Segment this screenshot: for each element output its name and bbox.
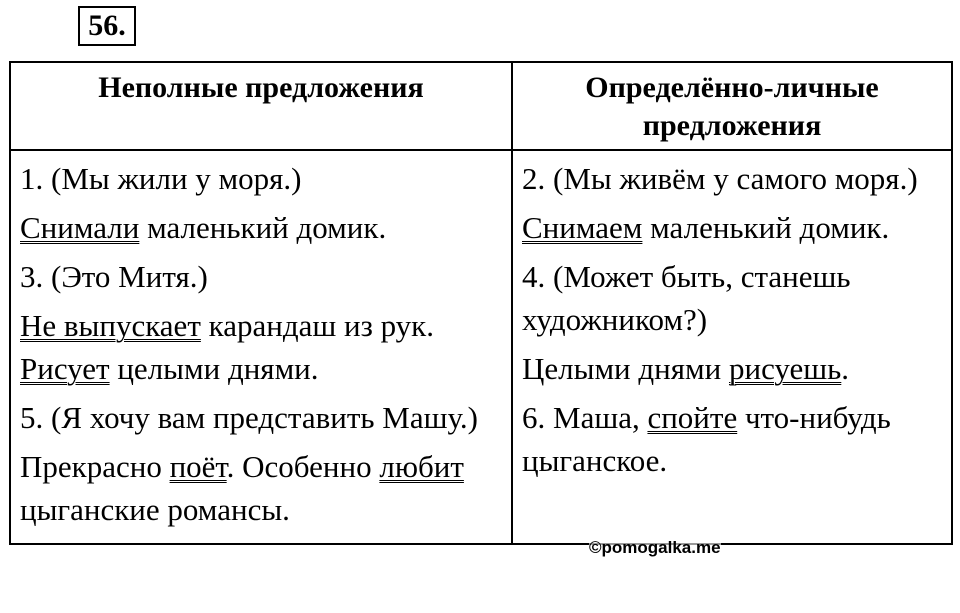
sentence-text: Прекрасно: [20, 449, 170, 484]
sentence-text: Целыми днями: [522, 351, 729, 386]
sentence-paragraph: [20, 206, 503, 249]
sentence-paragraph: [522, 396, 943, 482]
sentence-paragraph: [522, 255, 943, 341]
right-column-cell: [512, 150, 952, 544]
sentence-paragraph: [20, 157, 503, 200]
sentence-text: 6. Маша,: [522, 400, 648, 435]
sentence-text: маленький домик.: [139, 210, 387, 245]
sentence-text: 4. (Может быть, станешь художником?): [522, 259, 851, 337]
underlined-predicate: рисуешь: [728, 351, 842, 386]
sentence-paragraph: [522, 206, 943, 249]
underlined-predicate: поёт: [169, 449, 227, 484]
header-incomplete-sentences: Неполные предложения: [10, 62, 512, 150]
exercise-number: 56.: [78, 6, 136, 46]
underlined-predicate: спойте: [647, 400, 738, 435]
sentence-text: маленький домик.: [642, 210, 890, 245]
sentence-text: . Особенно: [226, 449, 380, 484]
sentence-paragraph: [522, 157, 943, 200]
header-definite-personal-sentences: Определённо-личные предложения: [512, 62, 952, 150]
sentence-paragraph: [20, 304, 503, 390]
underlined-predicate: любит: [379, 449, 464, 484]
sentence-text: 3. (Это Митя.): [20, 259, 208, 294]
watermark: ©pomogalka.me: [589, 538, 721, 557]
sentence-paragraph: [20, 396, 503, 439]
sentence-text: целыми днями.: [109, 351, 319, 386]
sentence-text: что-нибудь цыганское.: [522, 400, 891, 478]
underlined-predicate: Не выпускает: [20, 308, 201, 343]
sentence-paragraph: [20, 445, 503, 531]
sentence-text: 5. (Я хочу вам представить Машу.): [20, 400, 478, 435]
sentence-paragraph: [20, 255, 503, 298]
underlined-predicate: Снимали: [20, 210, 140, 245]
underlined-predicate: Рисует: [20, 351, 110, 386]
sentence-text: 2. (Мы живём у самого моря.): [522, 161, 918, 196]
sentence-text: карандаш из рук.: [200, 308, 434, 343]
table-header-row: [10, 62, 952, 150]
table-row: [10, 150, 952, 544]
underlined-predicate: Снимаем: [522, 210, 643, 245]
left-column-cell: [10, 150, 512, 544]
sentence-text: цыганские романсы.: [20, 492, 290, 527]
sentence-text: 1. (Мы жили у моря.): [20, 161, 302, 196]
comparison-table: [9, 61, 953, 545]
sentence-paragraph: [522, 347, 943, 390]
sentence-text: .: [841, 351, 850, 386]
